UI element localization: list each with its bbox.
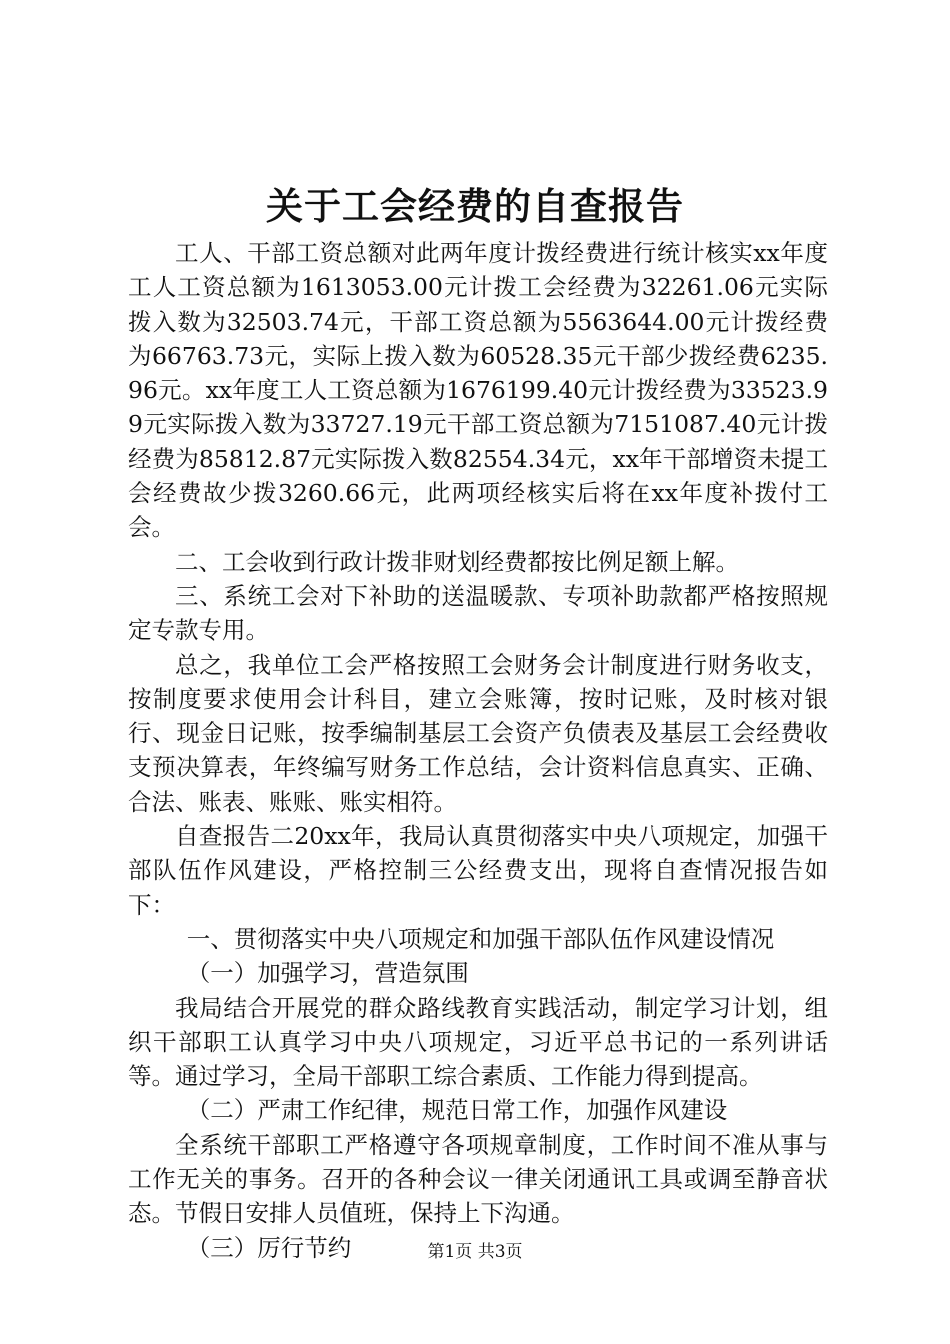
paragraph-wage-statistics: 工人、干部工资总额对此两年度计拨经费进行统计核实xx年度工人工资总额为1613053.00元计拨工会经费为32261.06元实际拨入数为32503.74元，干部工资总额为5563644.00元计拨经费为66763.73元，实际上拨入数为60528.35元干部少拨经费6235.96元。xx年度工人工资总额为1676199.40元计拨经费为33523.99元实际拨入数为33727.19元干部工资总额为7151087.40元计拨经费为85812.87元实际拨入数82554.34元，xx年干部增资未提工会经费故少拨3260.66元，此两项经核实后将在xx年度补拨付工会。: [128, 239, 828, 542]
subsection-heading-3: （三）厉行节约: [186, 1233, 352, 1262]
paragraph-summary: 总之，我单位工会严格按照工会财务会计制度进行财务收支，按制度要求使用会计科目，建立会账簿，按时记账，及时核对银行、现金日记账，按季编制基层工会资产负债表及基层工会经费收支预决算表，年终编写财务工作总结，会计资料信息真实、正确、合法、账表、账账、账实相符。: [128, 650, 828, 816]
paragraph-study: 我局结合开展党的群众路线教育实践活动，制定学习计划，组织干部职工认真学习中央八项规定，习近平总书记的一系列讲话等。通过学习，全局干部职工综合素质、工作能力得到提高。: [128, 993, 828, 1091]
subsection-heading-1: （一）加强学习，营造氛围: [186, 959, 469, 988]
document-title: 关于工会经费的自查报告: [266, 184, 684, 228]
document-body: [128, 236, 828, 1265]
paragraph-report-two-intro: 自查报告二20xx年，我局认真贯彻落实中央八项规定，加强干部队伍作风建设，严格控制三公经费支出，现将自查情况报告如下：: [128, 822, 828, 919]
subsection-heading-2: （二）严肃工作纪律，规范日常工作，加强作风建设: [186, 1096, 728, 1125]
page-number-footer: 第1页 共3页: [427, 1242, 523, 1262]
paragraph-subsidies: 三、系统工会对下补助的送温暖款、专项补助款都严格按照规定专款专用。: [128, 581, 828, 645]
paragraph-discipline: 全系统干部职工严格遵守各项规章制度，工作时间不准从事与工作无关的事务。召开的各种会议一律关闭通讯工具或调至静音状态。节假日安排人员值班，保持上下沟通。: [128, 1130, 828, 1228]
section-heading-1: 一、贯彻落实中央八项规定和加强干部队伍作风建设情况: [186, 924, 775, 953]
paragraph-admin-funds: 二、工会收到行政计拨非财划经费都按比例足额上解。: [175, 547, 739, 576]
